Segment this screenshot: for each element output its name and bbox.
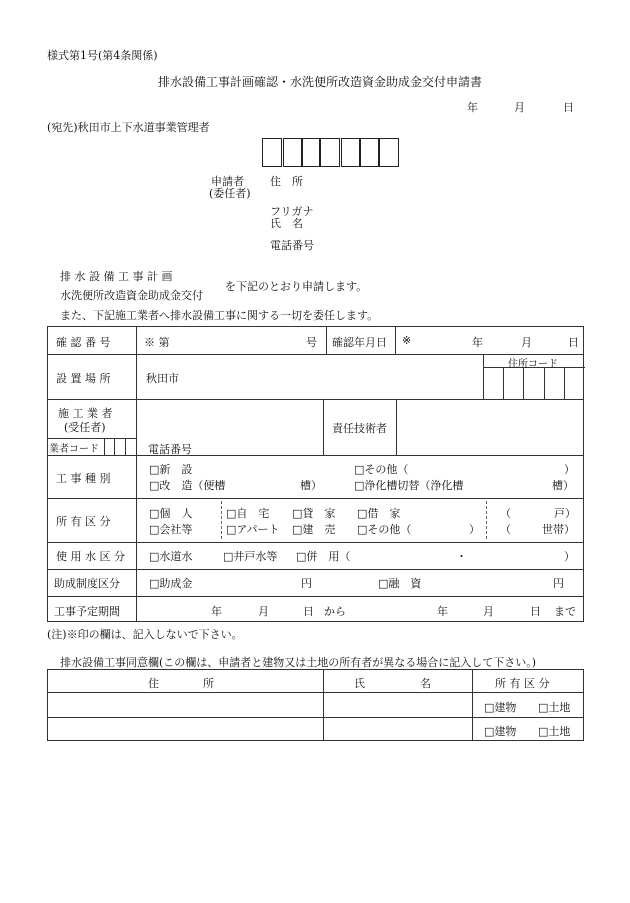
- location-label: 設 置 場 所: [56, 372, 111, 385]
- owner-other-checkbox[interactable]: □その他（: [357, 523, 412, 536]
- confirm-date-label: 確認年月日: [332, 336, 387, 349]
- consent-col-owner: 所 有 区 分: [495, 677, 550, 690]
- consent-table: [47, 669, 584, 741]
- contractor-sub: (受任者): [64, 421, 106, 434]
- form-number: 様式第1号(第4条関係): [47, 49, 158, 62]
- subsidy-yen2: 円: [553, 577, 564, 590]
- confirm-day: 日: [568, 336, 579, 349]
- owner-rental-checkbox[interactable]: □貸 家: [292, 507, 336, 520]
- confirm-no-mark: ※ 第: [144, 336, 170, 349]
- owner-own-home-checkbox[interactable]: □自 宅: [226, 507, 270, 520]
- confirm-month: 月: [521, 336, 532, 349]
- address-code-label: 住所コード: [508, 359, 558, 370]
- work-remodel-checkbox[interactable]: □改 造（便槽: [149, 479, 226, 492]
- contractor-phone-label: 電話番号: [148, 443, 192, 456]
- code-box[interactable]: [320, 138, 340, 167]
- code-box[interactable]: [283, 138, 302, 167]
- name-label: 氏 名: [270, 217, 303, 230]
- owner-setai: 世帯）: [542, 523, 575, 536]
- code-box[interactable]: [302, 138, 320, 167]
- applicant-sub-label: (委任者): [209, 187, 251, 200]
- consent-col-address: 住 所: [148, 677, 214, 690]
- phone-label: 電話番号: [270, 239, 314, 252]
- water-well-checkbox[interactable]: □井戸水等: [223, 550, 278, 563]
- statement-line1a: 排 水 設 備 工 事 計 画: [60, 270, 173, 283]
- date-day: 日: [563, 101, 574, 114]
- water-close: ）: [564, 550, 575, 563]
- consent-col-name: 氏 名: [354, 677, 431, 690]
- subsidy-label: 助成制度区分: [54, 577, 120, 590]
- water-label: 使 用 水 区 分: [56, 550, 125, 563]
- owner-households: 戸）: [554, 507, 576, 520]
- furigana-label: フリガナ: [270, 205, 314, 218]
- period-until: まで: [554, 605, 576, 618]
- code-box[interactable]: [360, 138, 379, 167]
- code-box[interactable]: [379, 138, 399, 167]
- work-tank-unit: 槽）: [300, 479, 322, 492]
- consent-row2-building[interactable]: □建物: [484, 725, 517, 738]
- owner-company-checkbox[interactable]: □会社等: [149, 523, 193, 536]
- consent-row1-building[interactable]: □建物: [484, 701, 517, 714]
- subsidy-loan-checkbox[interactable]: □融 資: [378, 577, 422, 590]
- confirm-no-go: 号: [306, 336, 317, 349]
- period-from: から: [324, 605, 346, 618]
- statement-line1c: を下記のとおり申請します。: [225, 280, 368, 293]
- code-box[interactable]: [341, 138, 360, 167]
- contractor-label: 施 工 業 者: [58, 407, 113, 420]
- period-from-year: 年: [211, 605, 222, 618]
- subsidy-yen1: 円: [301, 577, 312, 590]
- owner-apartment-checkbox[interactable]: □アパート: [226, 523, 280, 536]
- period-from-day: 日: [303, 605, 314, 618]
- period-to-day: 日: [530, 605, 541, 618]
- location-value: 秋田市: [146, 372, 179, 385]
- date-year: 年: [467, 101, 478, 114]
- consent-title: 排水設備工事同意欄(この欄は、申請者と建物又は土地の所有者が異なる場合に記入して下さい。): [60, 656, 537, 669]
- owner-setai-open: （: [500, 523, 511, 536]
- work-other-close: ）: [564, 463, 575, 476]
- consent-row2-land[interactable]: □土地: [538, 725, 571, 738]
- confirm-year: 年: [472, 336, 483, 349]
- main-form-table: [47, 326, 584, 622]
- work-septic-checkbox[interactable]: □浄化槽切替（浄化槽: [354, 479, 464, 492]
- period-label: 工事予定期間: [54, 605, 120, 618]
- work-other-checkbox[interactable]: □その他（: [354, 463, 409, 476]
- subsidy-grant-checkbox[interactable]: □助成金: [149, 577, 193, 590]
- work-new-checkbox[interactable]: □新 設: [149, 463, 193, 476]
- page-title: 排水設備工事計画確認・水洗便所改造資金助成金交付申請書: [158, 75, 483, 89]
- period-to-month: 月: [483, 605, 494, 618]
- address-label: 住 所: [270, 175, 303, 188]
- addressee: (宛先)秋田市上下水道事業管理者: [47, 121, 210, 134]
- statement-line2: また、下記施工業者へ排水設備工事に関する一切を委任します。: [60, 309, 379, 322]
- date-month: 月: [514, 101, 525, 114]
- statement-line1b: 水洗便所改造資金助成金交付: [60, 289, 203, 302]
- owner-borrowed-checkbox[interactable]: □借 家: [357, 507, 401, 520]
- owner-label: 所 有 区 分: [56, 515, 111, 528]
- work-tank2-unit: 槽）: [552, 479, 574, 492]
- work-type-label: 工 事 種 別: [56, 472, 111, 485]
- owner-built-sale-checkbox[interactable]: □建 売: [292, 523, 336, 536]
- engineer-label: 責任技術者: [332, 422, 387, 435]
- owner-other-close: ）: [469, 523, 480, 536]
- confirm-date-mark: ※: [402, 334, 412, 347]
- contractor-code-label: 業者コード: [49, 444, 99, 455]
- code-box[interactable]: [262, 138, 282, 167]
- applicant-label: 申請者: [211, 175, 244, 188]
- owner-individual-checkbox[interactable]: □個 人: [149, 507, 193, 520]
- owner-units-open: （: [500, 507, 511, 520]
- period-from-month: 月: [258, 605, 269, 618]
- period-to-year: 年: [437, 605, 448, 618]
- consent-row1-land[interactable]: □土地: [538, 701, 571, 714]
- water-dot: ・: [456, 550, 467, 563]
- water-combined-checkbox[interactable]: □併 用（: [296, 550, 351, 563]
- water-city-checkbox[interactable]: □水道水: [149, 550, 193, 563]
- note: (注)※印の欄は、記入しないで下さい。: [47, 628, 243, 641]
- confirm-no-label: 確 認 番 号: [56, 336, 111, 349]
